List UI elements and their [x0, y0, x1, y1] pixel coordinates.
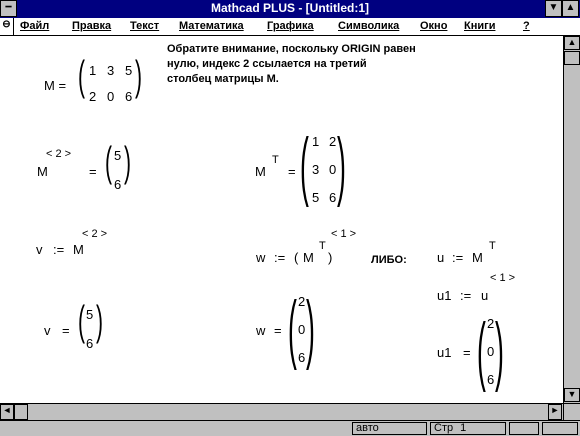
doc-system-menu-button[interactable] [0, 18, 14, 35]
scroll-right-button[interactable] [548, 404, 562, 420]
col2-close-paren: ) [124, 138, 131, 185]
m-def-lhs: M = [44, 78, 67, 93]
arrow-right-icon: ► [550, 405, 560, 415]
transpose-eq: = [288, 164, 296, 179]
w-def-superscript: < 1 > [331, 228, 357, 240]
m-cell: 2 [89, 89, 97, 104]
menu-bar [0, 18, 580, 36]
menu-help[interactable]: ? [523, 20, 530, 32]
arrow-down-icon: ▼ [567, 389, 577, 399]
menu-edit[interactable]: Правка [72, 20, 112, 32]
w-def-lhs: w [256, 250, 266, 265]
scroll-left-button[interactable] [0, 404, 14, 420]
w-result-cell: 6 [298, 350, 306, 365]
u1-def-superscript: < 1 > [490, 272, 516, 284]
u1-def-base: u [481, 288, 489, 303]
transpose-cell: 1 [312, 134, 320, 149]
transpose-superscript: T [272, 154, 279, 166]
menu-text[interactable]: Текст [130, 20, 160, 32]
u-def-op: := [452, 250, 464, 265]
w-def-close: ) [328, 250, 333, 265]
w-result-lhs: w [256, 323, 266, 338]
m-cell: 5 [125, 63, 133, 78]
menu-window[interactable]: Окно [420, 20, 448, 32]
transpose-open-paren: ( [300, 123, 309, 208]
window-title: Mathcad PLUS - [Untitled:1] [211, 1, 369, 15]
w-def-transpose: T [319, 240, 326, 252]
maximize-button[interactable] [562, 0, 579, 17]
u1-def-lhs: u1 [437, 288, 452, 303]
vertical-scrollbar[interactable] [563, 36, 580, 403]
minimize-icon: ▼ [548, 2, 559, 13]
v-def-superscript: < 2 > [82, 228, 108, 240]
transpose-cell: 0 [329, 162, 337, 177]
m-cell: 3 [107, 63, 115, 78]
note-line-1: Обратите внимание, поскольку ORIGIN равен [167, 43, 416, 55]
u1-result-eq: = [463, 345, 471, 360]
menu-books[interactable]: Книги [464, 20, 496, 32]
w-result-open-paren: ( [288, 286, 297, 371]
m-def-close-paren: ) [135, 52, 142, 99]
m-cell: 1 [89, 63, 97, 78]
doc-system-menu-icon: ⊖ [2, 19, 11, 30]
horizontal-scroll-thumb[interactable] [14, 404, 28, 420]
u1-result-cell: 2 [487, 316, 495, 331]
v-result-cell: 6 [86, 336, 94, 351]
w-result-close-paren: ) [306, 286, 315, 371]
w-def-open: ( [294, 250, 299, 265]
u-def-lhs: u [437, 250, 445, 265]
horizontal-scrollbar[interactable] [0, 403, 563, 420]
u1-result-lhs: u1 [437, 345, 452, 360]
status-page-label: Стр [434, 422, 454, 434]
v-result-lhs: v [44, 323, 51, 338]
note-line-2: нулю, индекс 2 ссылается на третий [167, 58, 367, 70]
maximize-icon: ▲ [565, 2, 576, 13]
scroll-up-button[interactable] [564, 36, 580, 50]
arrow-left-icon: ◄ [2, 405, 12, 415]
w-result-cell: 2 [298, 294, 306, 309]
transpose-cell: 2 [329, 134, 337, 149]
u1-result-cell: 0 [487, 344, 495, 359]
scrollbar-corner [563, 403, 580, 420]
status-page-number: 1 [460, 422, 467, 434]
w-result-cell: 0 [298, 322, 306, 337]
title-bar[interactable] [0, 0, 580, 19]
w-result-eq: = [274, 323, 282, 338]
status-cell-empty [542, 422, 578, 435]
col2-cell: 6 [114, 177, 122, 192]
u1-result-open-paren: ( [477, 308, 486, 393]
col2-eq: = [89, 164, 97, 179]
m-cell: 0 [107, 89, 115, 104]
v-result-open-paren: ( [78, 297, 85, 344]
transpose-close-paren: ) [337, 123, 346, 208]
menu-symbolics[interactable]: Символика [338, 20, 400, 32]
arrow-up-icon: ▲ [567, 37, 577, 47]
v-def-base: M [73, 242, 84, 257]
m-cell: 6 [125, 89, 133, 104]
u1-def-op: := [460, 288, 472, 303]
u1-result-cell: 6 [487, 372, 495, 387]
v-result-close-paren: ) [96, 297, 103, 344]
note-line-3: столбец матрицы M. [167, 73, 279, 85]
u1-result-close-paren: ) [495, 308, 504, 393]
vertical-scroll-thumb[interactable] [564, 51, 580, 65]
menu-graphics[interactable]: Графика [267, 20, 314, 32]
w-def-op: := [274, 250, 286, 265]
v-result-eq: = [62, 323, 70, 338]
worksheet[interactable] [0, 36, 563, 403]
status-mode: авто [352, 422, 427, 435]
menu-file[interactable]: Файл [20, 20, 50, 32]
transpose-cell: 5 [312, 190, 320, 205]
col2-superscript: < 2 > [46, 148, 72, 160]
alt-label: ЛИБО: [371, 254, 407, 266]
scroll-down-button[interactable] [564, 388, 580, 402]
col2-cell: 5 [114, 148, 122, 163]
w-def-base: M [303, 250, 314, 265]
menu-math[interactable]: Математика [179, 20, 244, 32]
transpose-cell: 3 [312, 162, 320, 177]
note-text[interactable] [167, 42, 416, 87]
m-def-open-paren: ( [78, 52, 85, 99]
col2-open-paren: ( [105, 138, 112, 185]
minimize-button[interactable] [545, 0, 562, 17]
system-menu-icon: ━ [5, 2, 12, 13]
transpose-base: M [255, 164, 266, 179]
transpose-cell: 6 [329, 190, 337, 205]
v-result-cell: 5 [86, 307, 94, 322]
u-def-base: M [472, 250, 483, 265]
u-def-superscript: T [489, 240, 496, 252]
status-cell-empty [509, 422, 539, 435]
v-def-op: := [53, 242, 65, 257]
v-def-lhs: v [36, 242, 43, 257]
status-page [430, 422, 506, 435]
col2-base: M [37, 164, 48, 179]
status-bar [0, 420, 580, 436]
